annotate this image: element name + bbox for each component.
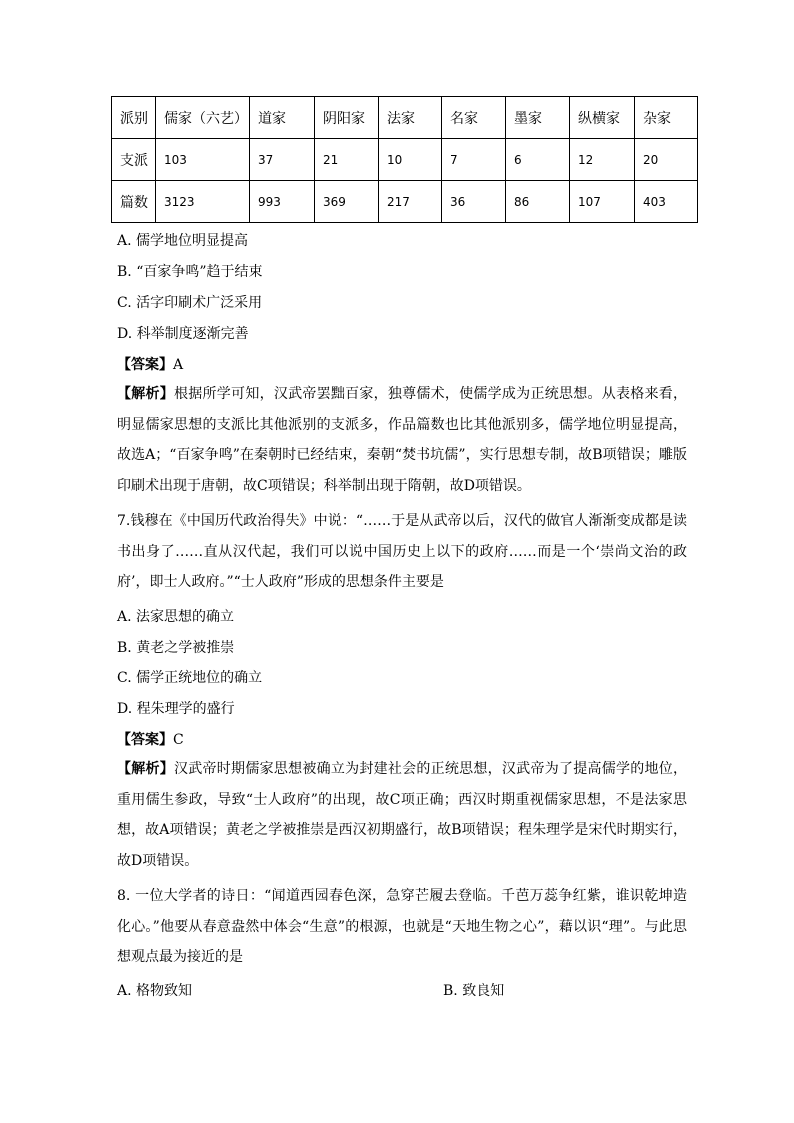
table-header-cell: 儒家（六艺） [156,97,250,139]
q7-option-d: D. 程朱理学的盛行 [117,701,235,717]
analysis-text: 根据所学可知，汉武帝罢黜百家，独尊儒术，使儒学成为正统思想。从表格来看，明显儒家思想的支派比其他派别的支派多，作品篇数也比其他派别多，儒学地位明显提高，故选A；“百家争鸣”在秦朝时已经结束，秦朝“焚书坑儒”，实行思想专制，故B项错误；雕版印刷术出现于唐朝，故C项错误；科举制出现于隋朝，故D项错误。 [117,386,688,494]
table-cell: 403 [635,181,698,223]
q6-analysis [117,379,687,501]
q7-answer [117,729,184,749]
table-header-cell: 法家 [379,97,442,139]
table-cell: 6 [506,139,570,181]
table-header-cell: 名家 [442,97,506,139]
q6-answer [117,354,183,374]
q7-option-b: B. 黄老之学被推崇 [117,640,235,656]
q8-option-a: A. 格物致知 [117,983,193,999]
table-cell: 369 [315,181,379,223]
analysis-label: 【解析】 [117,386,175,402]
q6-option-c: C. 活字印刷术广泛采用 [117,295,263,311]
table-header-cell: 杂家 [635,97,698,139]
table-header-cell: 纵横家 [570,97,635,139]
table-cell: 7 [442,139,506,181]
schools-table [111,96,698,223]
table-cell: 3123 [156,181,250,223]
table-header-cell: 派别 [112,97,156,139]
q6-option-b: B. “百家争鸣”趋于结束 [117,264,263,280]
table-header-cell: 阴阳家 [315,97,379,139]
q7-option-c: C. 儒学正统地位的确立 [117,670,263,686]
q7-stem: 7.钱穆在《中国历代政治得失》中说：“……于是从武帝以后，汉代的做官人渐渐变成都是读书出身了……直从汉代起，我们可以说中国历史上以下的政府……而是一个‘崇尚文治的政府’，即士人政府。”“士人政府”形成的思想条件主要是 [117,513,687,590]
table-row [112,139,698,181]
table-cell: 103 [156,139,250,181]
answer-value: A [173,357,184,373]
q6-option-a: A. 儒学地位明显提高 [117,233,249,249]
table-header-cell: 墨家 [506,97,570,139]
table-row [112,181,698,223]
table-cell: 支派 [112,139,156,181]
table-cell: 21 [315,139,379,181]
table-cell: 36 [442,181,506,223]
table-cell: 20 [635,139,698,181]
table-cell: 37 [250,139,315,181]
answer-value: C [173,732,184,748]
table-cell: 86 [506,181,570,223]
table-cell: 993 [250,181,315,223]
table-cell: 12 [570,139,635,181]
table-cell: 107 [570,181,635,223]
q6-option-d: D. 科举制度逐渐完善 [117,326,249,342]
table-cell: 217 [379,181,442,223]
q8-stem: 8. 一位大学者的诗日：“闻道西园春色深，急穿芒履去登临。千芭万蕊争红紫，谁识乾坤造化心。”他要从春意盎然中体会“生意”的根源，也就是“天地生物之心”，藉以识“理”。与此思想观点最为接近的是 [117,888,687,965]
table-cell: 篇数 [112,181,156,223]
analysis-label: 【解析】 [117,761,175,777]
table-header-row [112,97,698,139]
q7-option-a: A. 法家思想的确立 [117,609,235,625]
analysis-text: 汉武帝时期儒家思想被确立为封建社会的正统思想，汉武帝为了提高儒学的地位，重用儒生参政，导致“士人政府”的出现，故C项正确；西汉时期重视儒家思想，不是法家思想，故A项错误；黄老之学被推崇是西汉初期盛行，故B项错误；程朱理学是宋代时期实行，故D项错误。 [117,761,688,869]
answer-label: 【答案】 [117,357,173,373]
answer-label: 【答案】 [117,732,173,748]
q8-option-b: B. 致良知 [443,983,505,999]
table-header-cell: 道家 [250,97,315,139]
table-cell: 10 [379,139,442,181]
q7-analysis [117,754,687,876]
